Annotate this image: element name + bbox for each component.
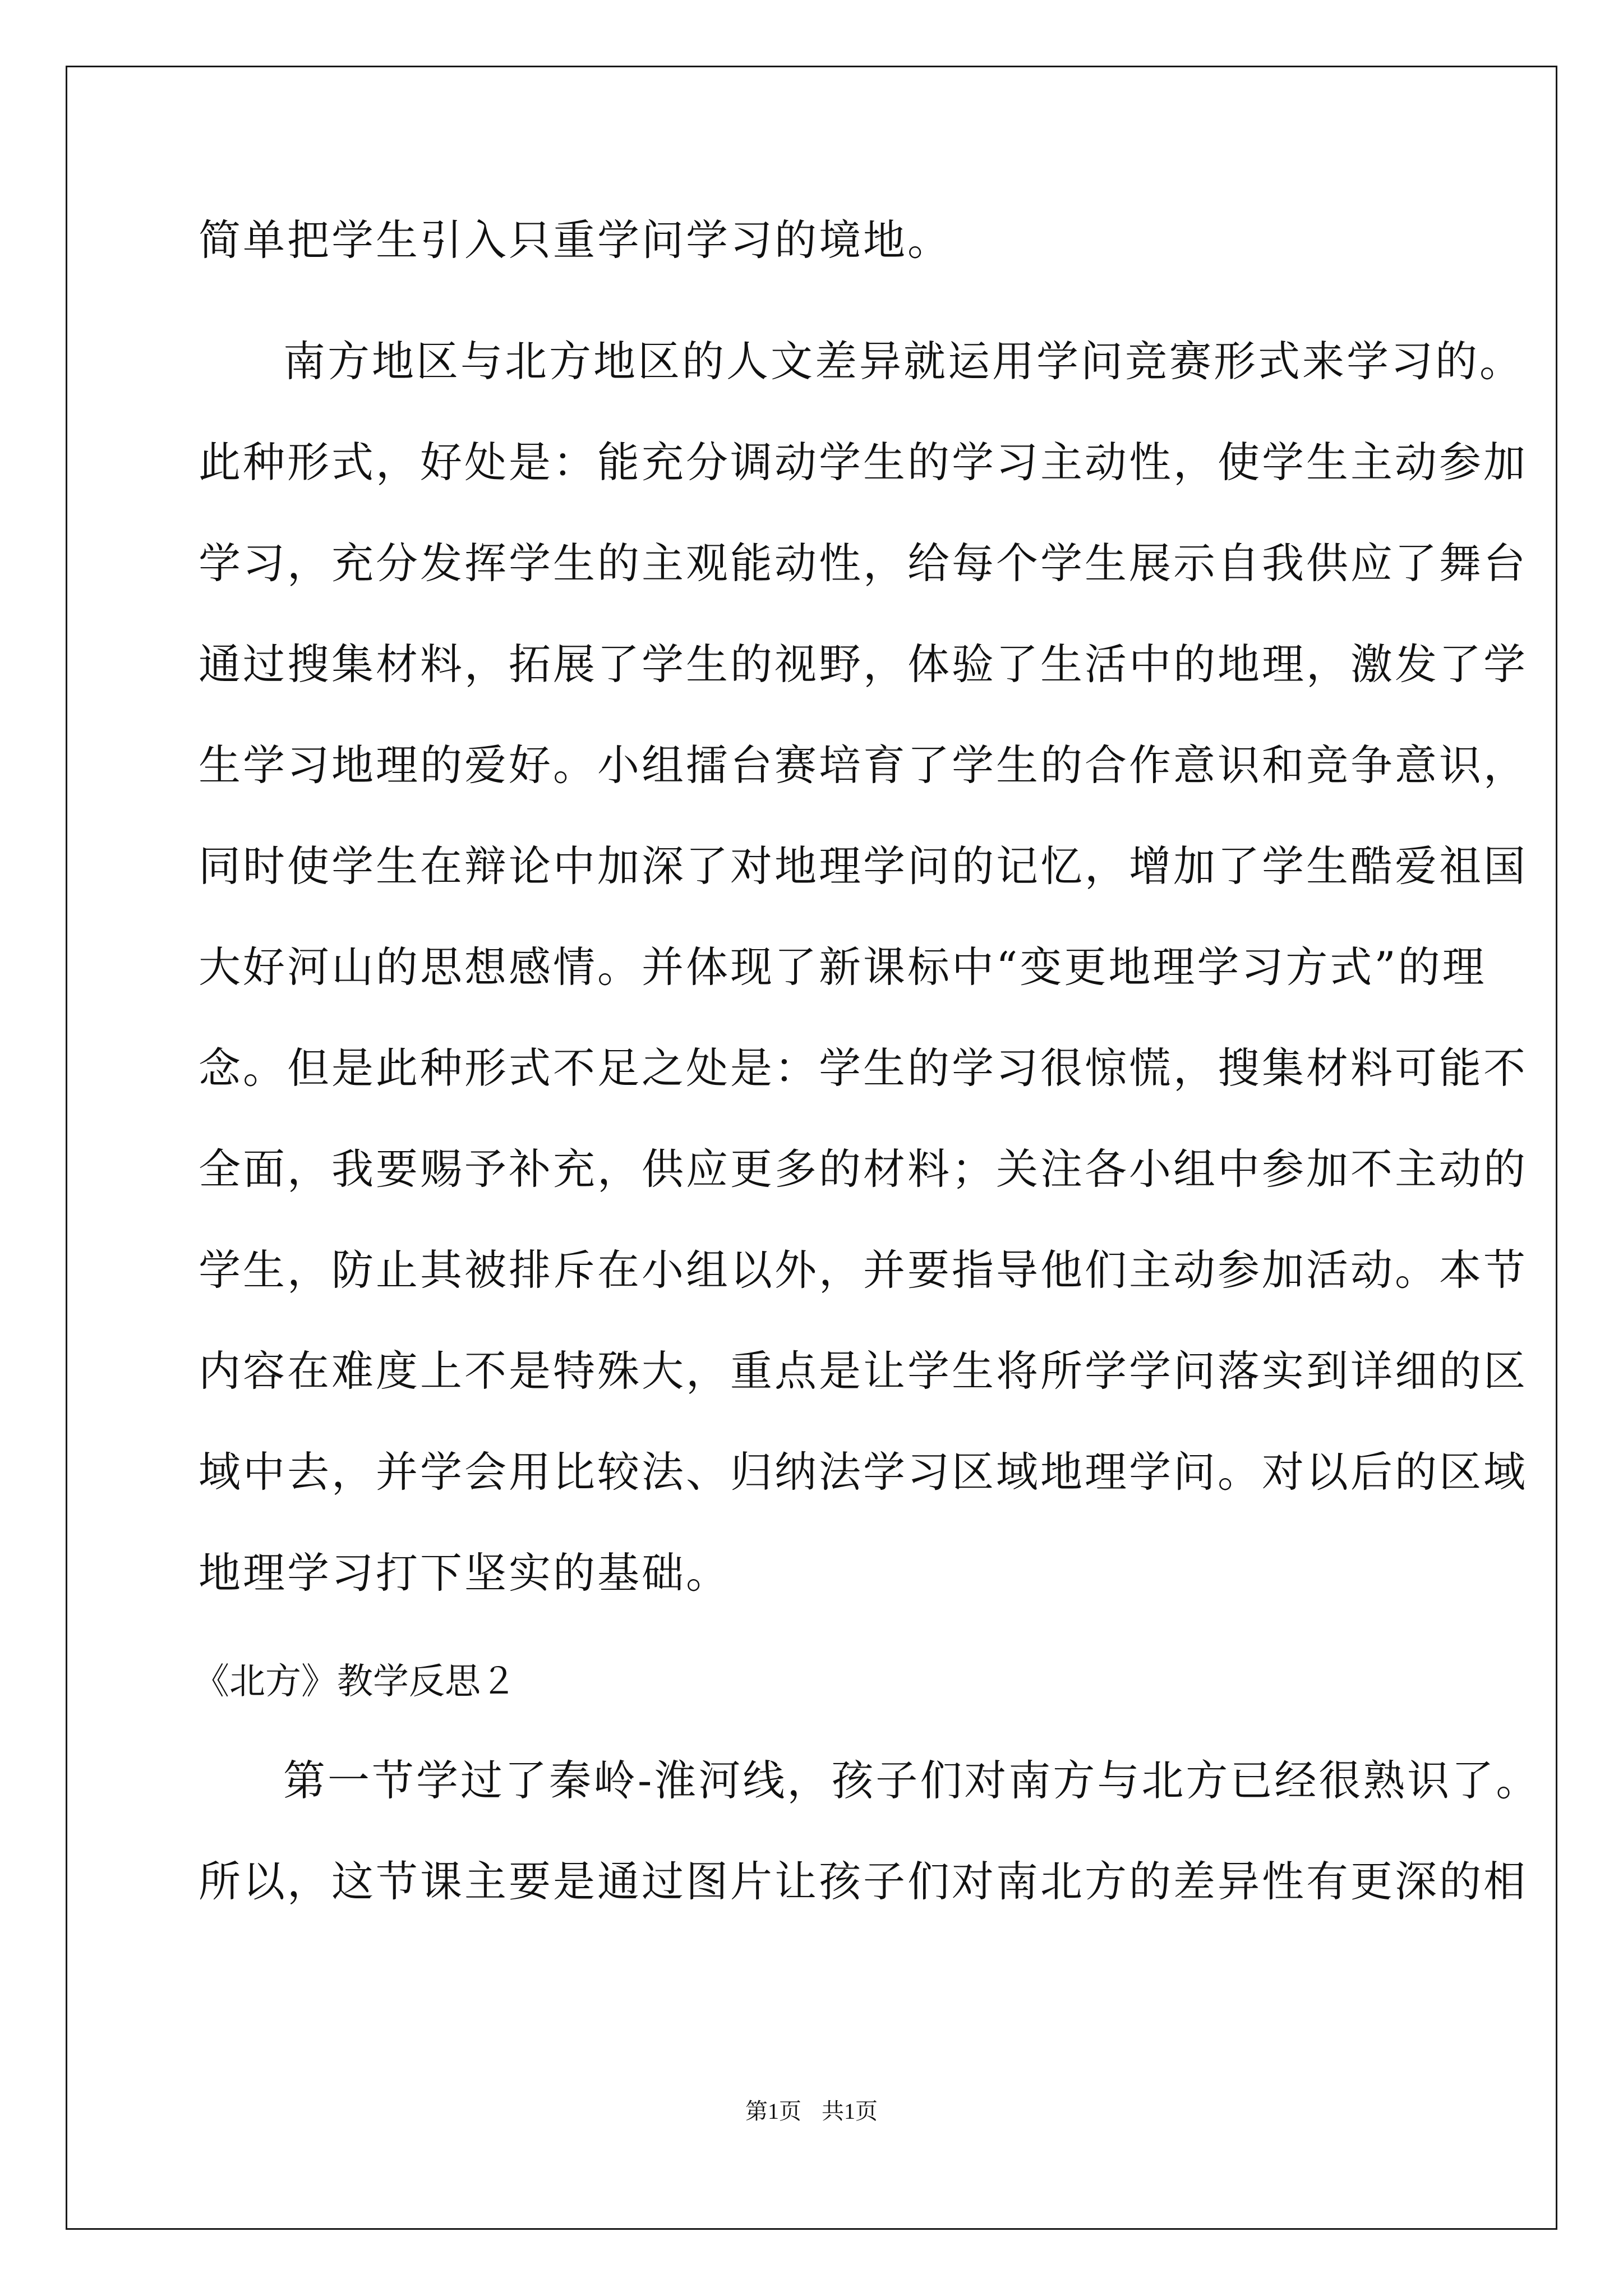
text-line: 同时使学生在辩论中加深了对地理学问的记忆，增加了学生酷爱祖国	[199, 841, 1528, 891]
text-line: 通过搜集材料，拓展了学生的视野，体验了生活中的地理，激发了学	[199, 639, 1528, 689]
page-number: 第1页	[745, 2099, 801, 2124]
text-line: 第一节学过了秦岭-淮河线，孩子们对南方与北方已经很熟识了。	[283, 1756, 1541, 1805]
text-line: 简单把学生引入只重学问学习的境地。	[199, 215, 952, 265]
text-line: 学习，充分发挥学生的主观能动性，给每个学生展示自我供应了舞台	[199, 539, 1528, 588]
page-footer	[0, 2097, 1623, 2126]
text-line: 全面，我要赐予补充，供应更多的材料；关注各小组中参加不主动的	[199, 1144, 1528, 1194]
text-line: 南方地区与北方地区的人文差异就运用学问竞赛形式来学习的。	[283, 337, 1524, 386]
section-title: 《北方》教学反思２	[193, 1661, 517, 1703]
text-line: 内容在难度上不是特殊大，重点是让学生将所学学问落实到详细的区	[199, 1346, 1528, 1396]
text-line: 域中去，并学会用比较法、归纳法学习区域地理学问。对以后的区域	[199, 1447, 1528, 1497]
total-pages: 共1页	[822, 2099, 878, 2124]
text-line: 地理学习打下坚实的基础。	[199, 1548, 731, 1598]
text-line: 所以，这节课主要是通过图片让孩子们对南北方的差异性有更深的相	[199, 1857, 1528, 1906]
text-line: 生学习地理的爱好。小组擂台赛培育了学生的合作意识和竞争意识，	[199, 740, 1528, 790]
text-line: 念。但是此种形式不足之处是：学生的学习很惊慌，搜集材料可能不	[199, 1043, 1528, 1093]
text-line: 大好河山的思想感情。并体现了新课标中“变更地理学习方式”的理	[199, 942, 1487, 992]
text-line: 此种形式，好处是：能充分调动学生的学习主动性，使学生主动参加	[199, 438, 1528, 487]
text-line: 学生，防止其被排斥在小组以外，并要指导他们主动参加活动。本节	[199, 1245, 1528, 1295]
